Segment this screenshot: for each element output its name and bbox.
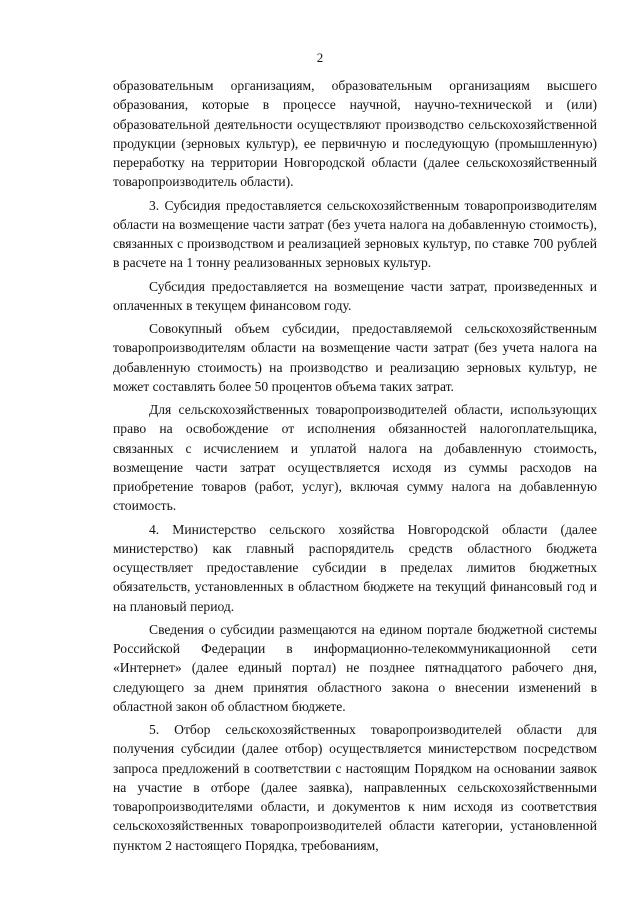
paragraph: Для сельскохозяйственных товаропроизводителей области, использующих право на освобождение от исполнения обязанностей налогоплательщика, связанных с исчислением и уплатой налога на добавленную стоимость, возмещение части затрат осуществляется исходя из суммы расходов на приобретение товаров (работ, услуг), включая сумму налога на добавленную стоимость. xyxy=(113,402,597,514)
document-body xyxy=(113,76,597,855)
paragraph-item-4: 4. Министерство сельского хозяйства Новгородской области (далее министерство) как главный распорядитель средств областного бюджета осуществляет предоставление субсидии в пределах лимитов бюджетных обязательств, установленных в областном бюджете на текущий финансовый год и на плановый период. xyxy=(113,521,597,614)
paragraph-item-5: 5. Отбор сельскохозяйственных товаропроизводителей области для получения субсидии (далее отбор) осуществляется министерством посредством запроса предложений в соответствии с настоящим Порядком на основании заявок на участие в отборе (далее заявка), направленных сельскохозяйственными товаропроизводителями области, и документов к ним исходя из соответствия сельскохозяйственных товаропроизводителей области категории, установленной пунктом 2 настоящего Порядка, требованиям, xyxy=(113,722,597,853)
paragraph: Совокупный объем субсидии, предоставляемой сельскохозяйственным товаропроизводителям области на возмещение части затрат (без учета налога на добавленную стоимость) на производство и реализацию зерновых культур, не может составлять более 50 процентов объема таких затрат. xyxy=(113,321,597,394)
paragraph: Субсидия предоставляется на возмещение части затрат, произведенных и оплаченных в текущем финансовом году. xyxy=(113,278,597,313)
paragraph-continuation: образовательным организациям, образовательным организациям высшего образования, которые в процессе научной, научно-технической и (или) образовательной деятельности осуществляют производство сельскохозяйственной продукции (зерновых культур), ее первичную и последующую (промышленную) переработку на территории Новгородской области (далее сельскохозяйственный товаропроизводитель области). xyxy=(113,78,597,190)
paragraph-item-3: 3. Субсидия предоставляется сельскохозяйственным товаропроизводителям области на возмещение части затрат (без учета налога на добавленную стоимость), связанных с производством и реализацией зерновых культур, по ставке 700 рублей в расчете на 1 тонну реализованных зерновых культур. xyxy=(113,197,597,271)
paragraph: Сведения о субсидии размещаются на едином портале бюджетной системы Российской Федерации в информационно-телекоммуникационной сети «Интернет» (далее единый портал) не позднее пятнадцатого рабочего дня, следующего за днем принятия областного закона о внесении изменений в областной закон об областном бюджете. xyxy=(113,621,597,714)
page-number: 2 xyxy=(316,50,324,65)
